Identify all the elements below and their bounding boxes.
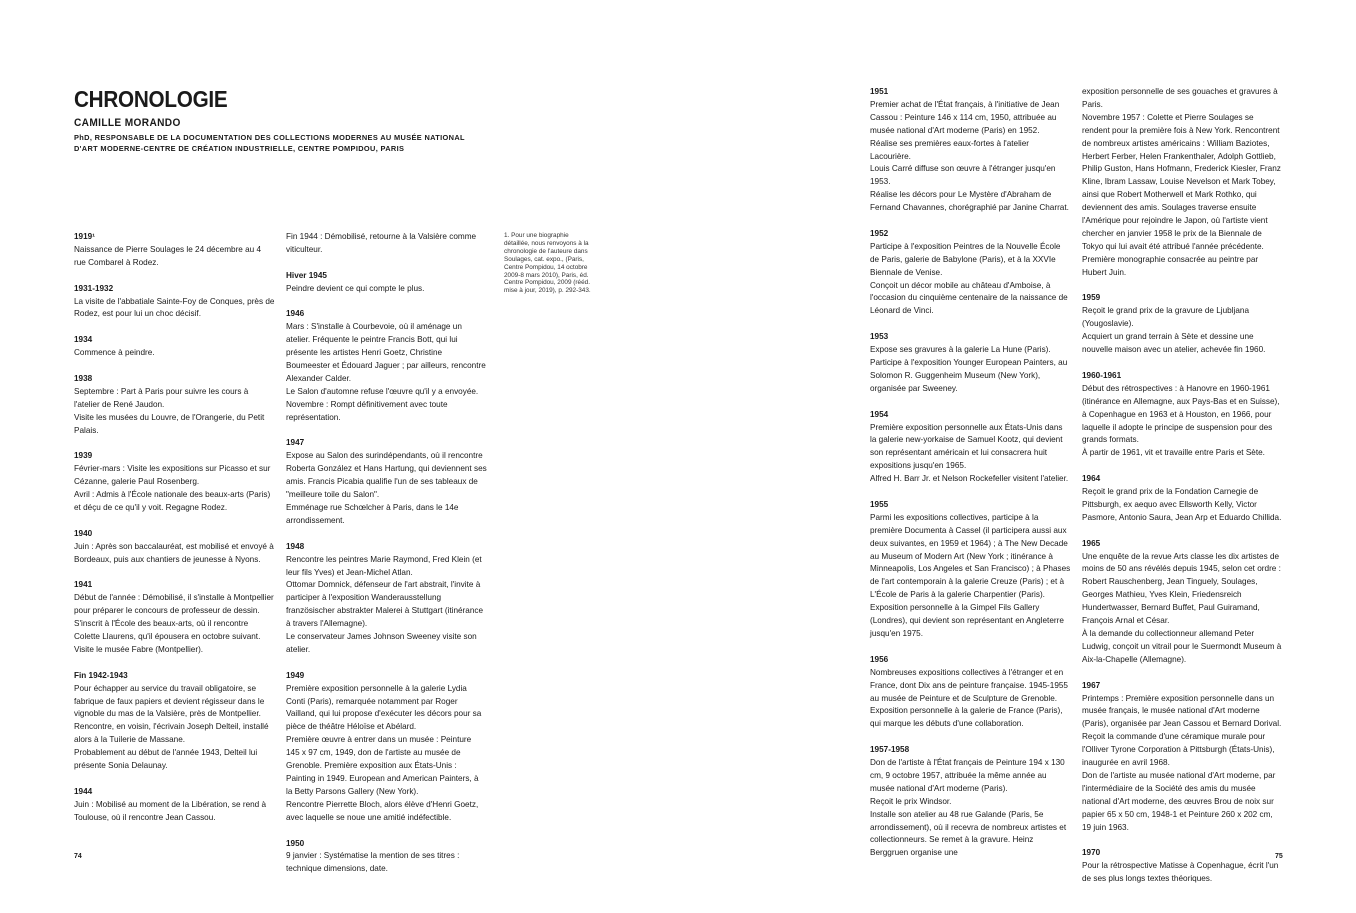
entry-text: Le conservateur James Johnson Sweeney visite son atelier. bbox=[286, 632, 477, 654]
chronology-entry bbox=[74, 528, 275, 567]
chronology-entry bbox=[74, 373, 275, 438]
entry-text: Don de l'artiste à l'État français de Peinture 194 x 130 cm, 9 octobre 1957, attribuée la même année au musée national d'Art moderne (Paris). bbox=[870, 758, 1065, 793]
entry-text: Rencontre les peintres Marie Raymond, Fred Klein (et leur fils Yves) et Jean-Michel Atlan. bbox=[286, 554, 482, 577]
entry-year: 1947 bbox=[286, 438, 305, 448]
entry-text: Acquiert un grand terrain à Sète et dessine une nouvelle maison avec un atelier, achevée fin 1960. bbox=[1082, 332, 1266, 355]
entry-text: Reçoit la commande d'une céramique murale pour l'Olliver Tyrone Corporation à Pittsburgh (États-Unis), inaugurée en avril 1968. bbox=[1082, 732, 1275, 768]
chronology-entry bbox=[286, 437, 487, 527]
entry-text: Nombreuses expositions collectives à l'étranger et en France, dont Dix ans de peinture française. 1945-1955 au musée de Peinture et de Sculpture de Grenoble. bbox=[870, 667, 1068, 703]
entry-text: Parmi les expositions collectives, participe à la première Documenta à Cassel (il participera aussi aux deux suivantes, en 1959 et 1964) ; à The New Decade au Museum of Modern Art (New York ; itinérance à Minneapolis, Los Angeles et San Francisco) ; à Phases de l'art contemporain à la galerie Creuze (Paris) ; et à L'École de Paris à la galerie Charpentier (Paris). bbox=[870, 512, 1071, 600]
entry-year: 1938 bbox=[74, 373, 93, 383]
entry-text: Septembre : Part à Paris pour suivre les cours à l'atelier de René Jaudon. bbox=[74, 386, 249, 409]
entry-text: Première monographie consacrée au peintre par Hubert Juin. bbox=[1082, 254, 1259, 277]
chronology-column-3 bbox=[870, 86, 1071, 873]
entry-text: Participe à l'exposition Peintres de la Nouvelle École de Paris, galerie de Babylone (Paris), et à la XXVIe Biennale de Venise. bbox=[870, 241, 1061, 277]
chronology-entry bbox=[74, 450, 275, 515]
entry-year: 1919¹ bbox=[74, 232, 95, 241]
entry-year: 1957-1958 bbox=[870, 745, 910, 755]
page-number-right: 75 bbox=[1275, 853, 1283, 860]
chronology-entry bbox=[74, 334, 275, 360]
entry-text: Expose ses gravures à la galerie La Hune (Paris). bbox=[870, 345, 1051, 355]
entry-text: Rencontre, en voisin, l'écrivain Joseph Delteil, installé alors à la Tuilerie de Massane. bbox=[74, 722, 269, 745]
chronology-entry bbox=[74, 283, 275, 322]
entry-year: 1931-1932 bbox=[74, 283, 114, 293]
affiliation-line: D'ART MODERNE-CENTRE DE CRÉATION INDUSTRIELLE, CENTRE POMPIDOU, PARIS bbox=[74, 144, 405, 153]
entry-text: Ottomar Domnick, défenseur de l'art abstrait, l'invite à participer à l'exposition Wanderausstellung französischer abstrakter Malerei à Stuttgart (itinérance à travers l'Allemagne). bbox=[286, 580, 484, 629]
chronology-entry bbox=[1082, 292, 1283, 357]
entry-year: 1951 bbox=[870, 87, 889, 96]
entry-year: 1954 bbox=[870, 409, 889, 419]
chronology-entry bbox=[1082, 473, 1283, 525]
entry-year: 1949 bbox=[286, 670, 305, 680]
entry-year: 1956 bbox=[870, 654, 889, 664]
entry-text: Exposition personnelle à la Gimpel Fils Gallery (Londres), qui devient son représentant en Angleterre jusqu'en 1975. bbox=[870, 603, 1064, 638]
entry-year: 1941 bbox=[74, 580, 93, 590]
chronology-entry bbox=[74, 670, 275, 773]
entry-text: Avril : Admis à l'École nationale des beaux-arts (Paris) et déçu de ce qu'il y voit. Regagne Rodez. bbox=[74, 490, 271, 512]
page-title: CHRONOLOGIE bbox=[74, 86, 228, 112]
entry-year: 1965 bbox=[1082, 538, 1101, 548]
entry-text: Début de l'année : Démobilisé, il s'installe à Montpellier pour préparer le concours de professeur de dessin. bbox=[74, 593, 274, 616]
entry-text: Participe à l'exposition Younger European Painters, au Solomon R. Guggenheim Museum (New York), organisée par Sweeney. bbox=[870, 358, 1068, 393]
entry-text: Première exposition personnelle à la galerie Lydia Conti (Paris), remarquée notamment par Roger Vailland, qui lui propose d'exécuter les décors pour sa pièce de théâtre Héloïse et Abélard. bbox=[286, 683, 482, 732]
entry-text: Juin : Mobilisé au moment de la Libération, se rend à Toulouse, où il rencontre Jean Cassou. bbox=[74, 799, 267, 822]
entry-text: Réalise ses premières eaux-fortes à l'atelier Lacourière. bbox=[870, 138, 1030, 161]
entry-text: Novembre 1957 : Colette et Pierre Soulages se rendent pour la première fois à New York. Rencontrent de nombreux artistes américains : William Baziotes, Herbert Ferber, Helen Frankenthaler, Adolph Gottlieb, Philip Guston, Hans Hofmann, Frederick Kiesler, Franz Kline, Ibram Lassaw, Louise Nevelson et Mark Tobey, ainsi que Robert Motherwell et Mark Rothko, qui deviennent des amis. Soulages traverse ensuite l'Amérique pour rejoindre le Japon, où l'artiste vient chercher en janvier 1958 le prix de la Biennale de Tokyo qui lui avait été attribué l'année précédente. bbox=[1082, 112, 1281, 251]
chronology-entry bbox=[286, 270, 487, 296]
entry-text: Peindre devient ce qui compte le plus. bbox=[286, 283, 425, 293]
entry-text: Réalise les décors pour Le Mystère d'Abraham de Fernand Chavannes, chorégraphié par Janine Charrat. bbox=[870, 190, 1069, 213]
entry-text: Première exposition personnelle aux États-Unis dans la galerie new-yorkaise de Samuel Kootz, qui devient son représentant américain et lui consacrera huit expositions jusqu'en 1965. bbox=[870, 422, 1063, 471]
chronology-entry bbox=[74, 786, 275, 825]
entry-year: 1960-1961 bbox=[1082, 370, 1122, 380]
chronology-entry bbox=[74, 231, 275, 270]
entry-text: Le Salon d'automne refuse l'œuvre qu'il y a envoyée. bbox=[286, 386, 479, 396]
entry-text: Reçoit le grand prix de la gravure de Ljubljana (Yougoslavie). bbox=[1082, 306, 1250, 329]
entry-text: Visite le musée Fabre (Montpellier). bbox=[74, 644, 204, 654]
entry-year: 1946 bbox=[286, 309, 305, 319]
entry-year: Fin 1942-1943 bbox=[74, 670, 128, 680]
chronology-entry bbox=[870, 86, 1071, 215]
chronology-entry bbox=[286, 231, 487, 257]
entry-text: Commence à peindre. bbox=[74, 348, 155, 358]
chronology-entry bbox=[1082, 680, 1283, 835]
entry-text: Alfred H. Barr Jr. et Nelson Rockefeller visitent l'atelier. bbox=[870, 474, 1069, 484]
entry-text: Louis Carré diffuse son œuvre à l'étranger jusqu'en 1953. bbox=[870, 164, 1056, 187]
entry-year: 1953 bbox=[870, 332, 889, 342]
chronology-entry bbox=[870, 331, 1071, 396]
chronology-column-4 bbox=[1082, 86, 1283, 899]
entry-text: Installe son atelier au 48 rue Galande (Paris, 5e arrondissement), où il recevra de nombreux artistes et collectionneurs. Se remet à la gravure. Heinz Berggruen organise une bbox=[870, 809, 1067, 858]
chronology-entry bbox=[1082, 847, 1283, 886]
entry-text: Mars : S'installe à Courbevoie, où il aménage un atelier. Fréquente le peintre Francis Bott, qui lui présente les artistes Henri Goetz, Christine Boumeester et Édouard Jaguer ; par ailleurs, rencontre Alexander Calder. bbox=[286, 322, 486, 383]
entry-text: Novembre : Rompt définitivement avec toute représentation. bbox=[286, 399, 448, 422]
chronology-entry bbox=[870, 744, 1071, 860]
entry-text: Première œuvre à entrer dans un musée : Peinture 145 x 97 cm, 1949, don de l'artiste au musée de Grenoble. Première exposition aux États-Unis : Painting in 1949. European and American Painters, à la Betty Parsons Gallery (New York). bbox=[286, 735, 479, 796]
entry-text: Exposition personnelle à la galerie de France (Paris), qui marque les débuts d'une collaboration. bbox=[870, 706, 1063, 729]
chronology-column-1 bbox=[74, 231, 275, 837]
entry-year: 1952 bbox=[870, 228, 889, 238]
entry-year: 1967 bbox=[1082, 680, 1101, 690]
chronology-entry bbox=[1082, 370, 1283, 460]
entry-text: Février-mars : Visite les expositions sur Picasso et sur Cézanne, galerie Paul Rosenberg. bbox=[74, 464, 271, 487]
entry-year: 1934 bbox=[74, 335, 93, 345]
entry-text: Rencontre Pierrette Bloch, alors élève d'Henri Goetz, avec laquelle se noue une amitié indéfectible. bbox=[286, 799, 479, 822]
entry-year: 1959 bbox=[1082, 293, 1101, 303]
entry-year: 1955 bbox=[870, 499, 889, 509]
entry-year: 1970 bbox=[1082, 848, 1101, 858]
chronology-entry bbox=[1082, 86, 1283, 280]
entry-text: À partir de 1961, vit et travaille entre Paris et Sète. bbox=[1082, 448, 1265, 458]
entry-text: Printemps : Première exposition personnelle dans un musée français, le musée national d'Art moderne (Paris), organisée par Jean Cassou et Bernard Dorival. bbox=[1082, 693, 1282, 729]
entry-text: Naissance de Pierre Soulages le 24 décembre au 4 rue Combarel à Rodez. bbox=[74, 244, 262, 267]
entry-text: Une enquête de la revue Arts classe les dix artistes de moins de 50 ans révélés depuis 1945, selon cet ordre : Robert Rauschenberg, Jean Tinguely, Soulages, Georges Mathieu, Yves Klein, Friedensreich Hundertwasser, Bernard Buffet, Paul Guiramand, François Arnal et César. bbox=[1082, 551, 1281, 626]
chronology-entry bbox=[1082, 538, 1283, 667]
entry-text: À la demande du collectionneur allemand Peter Ludwig, conçoit un vitrail pour le Suermondt Museum à Aix-la-Chapelle (Allemagne). bbox=[1082, 629, 1282, 664]
author-affiliation bbox=[74, 132, 465, 154]
entry-text: Reçoit le grand prix de la Fondation Carnegie de Pittsburgh, ex aequo avec Ellsworth Kelly, Victor Pasmore, Antonio Saura, Jean Arp et Eduardo Chillida. bbox=[1082, 487, 1282, 522]
entry-text: Don de l'artiste au musée national d'Art moderne, par l'intermédiaire de la Société des amis du musée national d'Art moderne, des œuvres Brou de noix sur papier 65 x 50 cm, 1948-1 et Peinture 260 x 202 cm, 19 juin 1963. bbox=[1082, 770, 1276, 832]
chronology-entry bbox=[870, 654, 1071, 731]
entry-text: Expose au Salon des surindépendants, où il rencontre Roberta González et Hans Hartung, qui deviennent ses amis. Francis Picabia qualifie l'un de ses tableaux de "meilleure toile du Salon". bbox=[286, 451, 487, 500]
chronology-entry bbox=[286, 541, 487, 657]
entry-text: Premier achat de l'État français, à l'initiative de Jean Cassou : Peinture 146 x 114 cm, 1950, attribuée au musée national d'Art moderne (Paris) en 1952. bbox=[870, 99, 1060, 135]
chronology-entry bbox=[286, 670, 487, 825]
entry-year: Hiver 1945 bbox=[286, 270, 327, 280]
entry-text: Pour la rétrospective Matisse à Copenhague, écrit l'un de ses plus longs textes théoriques. bbox=[1082, 861, 1279, 884]
entry-text: exposition personnelle de ses gouaches et gravures à Paris. bbox=[1082, 87, 1278, 109]
entry-text: Reçoit le prix Windsor. bbox=[870, 796, 952, 806]
entry-text: Probablement au début de l'année 1943, Delteil lui présente Sonia Delaunay. bbox=[74, 748, 258, 771]
entry-year: 1948 bbox=[286, 541, 305, 551]
page-number-left: 74 bbox=[74, 853, 82, 860]
entry-text: Conçoit un décor mobile au château d'Amboise, à l'occasion du cinquième centenaire de la naissance de Léonard de Vinci. bbox=[870, 280, 1068, 316]
chronology-entry bbox=[74, 579, 275, 656]
entry-text: Pour échapper au service du travail obligatoire, se fabrique de faux papiers et devient régisseur dans le vignoble du mas de la Valsière, près de Montpellier. bbox=[74, 683, 265, 719]
entry-year: 1940 bbox=[74, 528, 93, 538]
entry-year: 1944 bbox=[74, 786, 93, 796]
entry-text: S'inscrit à l'École des beaux-arts, où il rencontre Colette Llaurens, qu'il épousera en octobre suivant. bbox=[74, 619, 261, 641]
chronology-entry bbox=[870, 409, 1071, 486]
chronology-entry bbox=[286, 308, 487, 424]
entry-year: 1939 bbox=[74, 451, 93, 461]
entry-text: 9 janvier : Systématise la mention de ses titres : technique dimensions, date. bbox=[286, 851, 460, 874]
chronology-entry bbox=[286, 838, 487, 877]
entry-text: Fin 1944 : Démobilisé, retourne à la Valsière comme viticulteur. bbox=[286, 232, 477, 254]
entry-text: Emménage rue Schœlcher à Paris, dans le 14e arrondissement. bbox=[286, 502, 459, 525]
entry-text: Visite les musées du Louvre, de l'Orangerie, du Petit Palais. bbox=[74, 412, 265, 435]
affiliation-line: PhD, RESPONSABLE DE LA DOCUMENTATION DES COLLECTIONS MODERNES AU MUSÉE NATIONAL bbox=[74, 133, 465, 142]
footnote: 1. Pour une biographie détaillée, nous renvoyons à la chronologie de l'auteure dans Soulages, cat. expo., (Paris, Centre Pompidou, 14 octobre 2009-8 mars 2010), Paris, éd. Centre Pompidou, 2009 (rééd. mise à jour, 2019), p. 292-343. bbox=[504, 232, 591, 295]
author-name: CAMILLE MORANDO bbox=[74, 117, 181, 129]
entry-text: Début des rétrospectives : à Hanovre en 1960-1961 (itinérance en Allemagne, aux Pays-Bas et en Suisse), à Copenhague en 1963 et à Houston, en 1966, pour laquelle il adopte le principe de suspension pour des grands formats. bbox=[1082, 383, 1280, 445]
chronology-entry bbox=[870, 499, 1071, 641]
entry-text: La visite de l'abbatiale Sainte-Foy de Conques, près de Rodez, est pour lui un choc décisif. bbox=[74, 296, 275, 319]
chronology-column-2 bbox=[286, 231, 487, 889]
entry-year: 1964 bbox=[1082, 474, 1101, 484]
entry-text: Juin : Après son baccalauréat, est mobilisé et envoyé à Bordeaux, puis aux chantiers de jeunesse à Nyons. bbox=[74, 541, 274, 564]
entry-year: 1950 bbox=[286, 838, 305, 848]
chronology-entry bbox=[870, 228, 1071, 318]
